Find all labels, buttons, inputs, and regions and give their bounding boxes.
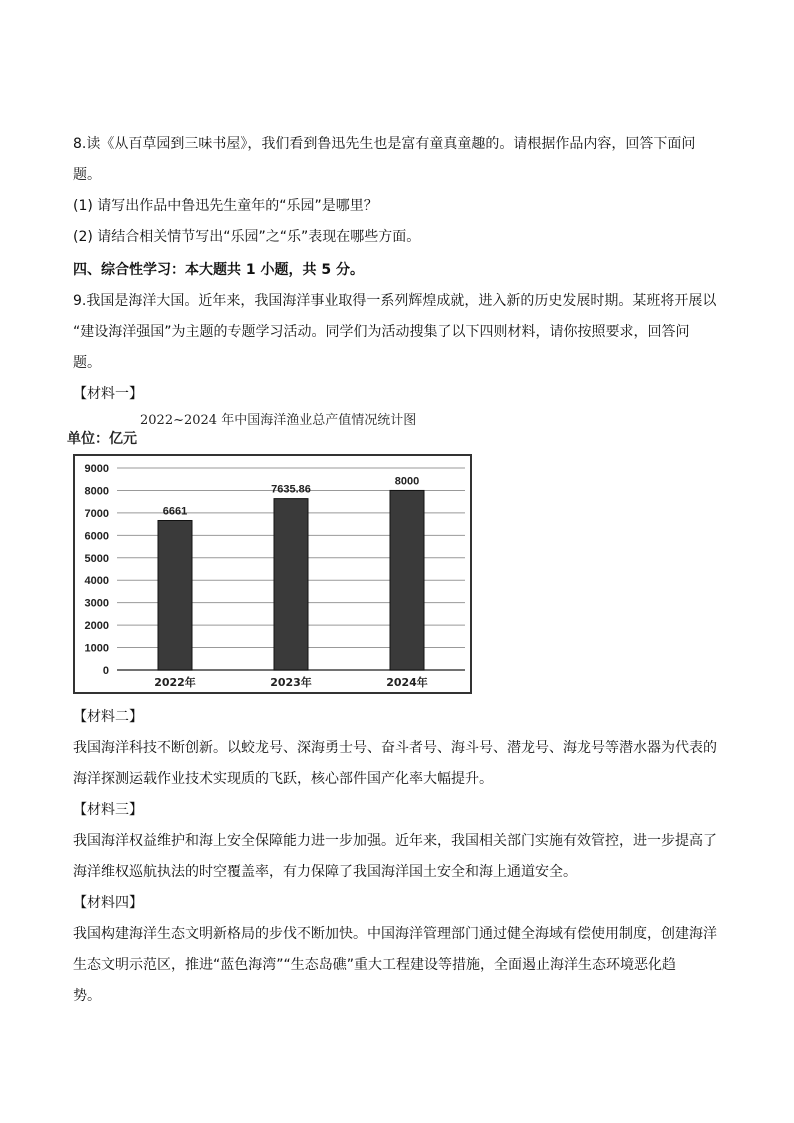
data-label: 8000 <box>394 475 420 488</box>
material-3-heading: 【材料三】 <box>73 802 143 818</box>
y-tick-label: 1000 <box>84 642 109 655</box>
material-4-text-end: 势。 <box>73 988 101 1004</box>
data-label: 7635.86 <box>271 483 311 496</box>
section-4-heading: 四、综合性学习：本大题共 1 小题，共 5 分。 <box>73 262 364 278</box>
question-8-text: 8.读《从百草园到三味书屋》，我们看到鲁迅先生也是富有童真童趣的。请根据作品内容，回答下面问 <box>73 136 696 152</box>
bar-2022年 <box>158 520 192 670</box>
chart-title: 2022~2024 年中国海洋渔业总产值情况统计图 <box>140 413 417 428</box>
bar-2023年 <box>274 499 308 670</box>
y-tick-label: 4000 <box>84 575 109 588</box>
question-8-sub-1: (1) 请写出作品中鲁迅先生童年的“乐园”是哪里？ <box>73 198 378 214</box>
material-4-text-cont: 生态文明示范区，推进“蓝色海湾”“生态岛礁”重大工程建设等措施，全面遏止海洋生态环境恶化趋 <box>73 957 677 973</box>
material-2-text: 我国海洋科技不断创新。以蛟龙号、深海勇士号、奋斗者号、海斗号、潜龙号、海龙号等潜水器为代表的 <box>73 740 717 756</box>
material-2-text-cont: 海洋探测运载作业技术实现质的飞跃，核心部件国产化率大幅提升。 <box>73 771 493 787</box>
material-4-heading: 【材料四】 <box>73 895 143 911</box>
material-4-text: 我国构建海洋生态文明新格局的步伐不断加快。中国海洋管理部门通过健全海域有偿使用制度，创建海洋 <box>73 926 717 942</box>
question-8-text-cont: 题。 <box>73 167 101 183</box>
y-tick-label: 5000 <box>84 552 109 565</box>
question-9-text-cont: “建设海洋强国”为主题的专题学习活动。同学们为活动搜集了以下四则材料，请你按照要求，回答问 <box>73 324 690 340</box>
y-tick-label: 2000 <box>84 620 109 633</box>
x-tick-label: 2024年 <box>386 676 428 689</box>
data-label: 6661 <box>162 505 188 518</box>
y-tick-label: 7000 <box>84 507 109 520</box>
bar-2024年 <box>390 490 424 670</box>
y-tick-label: 3000 <box>84 597 109 610</box>
fishery-output-bar-chart <box>73 454 473 696</box>
material-3-text-cont: 海洋维权巡航执法的时空覆盖率，有力保障了我国海洋国土安全和海上通道安全。 <box>73 864 577 880</box>
y-tick-label: 0 <box>102 665 109 677</box>
y-tick-label: 9000 <box>84 463 109 475</box>
material-3-text: 我国海洋权益维护和海上安全保障能力进一步加强。近年来，我国相关部门实施有效管控，进一步提高了 <box>73 833 717 849</box>
question-8-sub-2: (2) 请结合相关情节写出“乐园”之“乐”表现在哪些方面。 <box>73 229 421 245</box>
y-tick-label: 6000 <box>84 530 109 543</box>
question-9-text: 9.我国是海洋大国。近年来，我国海洋事业取得一系列辉煌成就，进入新的历史发展时期。某班将开展以 <box>73 293 717 309</box>
material-1-heading: 【材料一】 <box>73 386 143 402</box>
x-tick-label: 2022年 <box>154 676 196 689</box>
material-2-heading: 【材料二】 <box>73 709 143 725</box>
chart-unit-label: 单位：亿元 <box>67 431 137 447</box>
y-tick-label: 8000 <box>84 485 109 498</box>
question-9-text-end: 题。 <box>73 355 101 371</box>
x-tick-label: 2023年 <box>270 676 312 689</box>
